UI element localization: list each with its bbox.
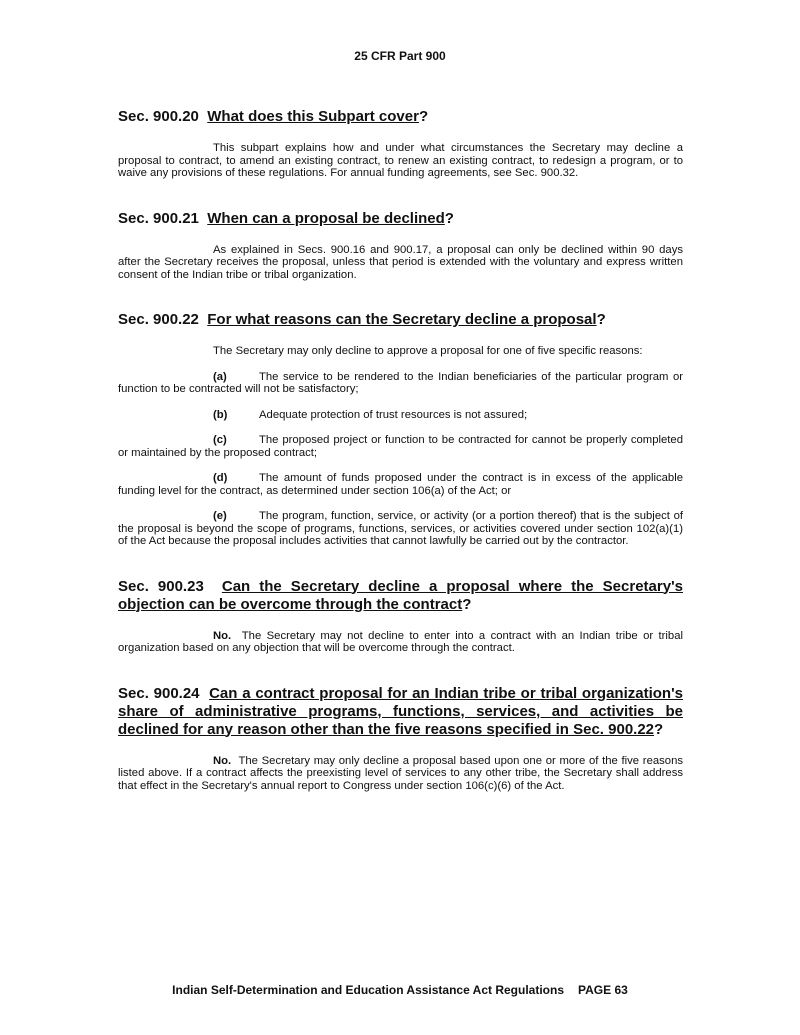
section-paragraph — [118, 630, 683, 655]
section-title-punct: ? — [418, 108, 429, 125]
section-900-24 — [118, 685, 683, 793]
item-text: The amount of funds proposed under the contract is in excess of the applicable funding level for the contract, as determined under section 106(a) of the Act; or — [118, 472, 683, 497]
section-title: Can the Secretary decline a proposal where the Secretary's objection can be overcome through the contract — [118, 577, 683, 613]
list-item-c — [118, 434, 683, 459]
item-letter: (e) — [213, 510, 227, 522]
list-item-d — [118, 472, 683, 497]
section-number: Sec. 900.20 — [118, 108, 199, 125]
section-heading — [118, 311, 683, 329]
section-title-punct: ? — [596, 311, 606, 328]
list-item-b — [118, 409, 683, 422]
item-letter: (d) — [213, 472, 228, 484]
item-letter: (c) — [213, 434, 227, 446]
section-paragraph — [118, 755, 683, 793]
section-number: Sec. 900.22 — [118, 311, 199, 328]
section-number: Sec. 900.21 — [118, 209, 199, 227]
item-text: Adequate protection of trust resources is not assured; — [259, 408, 528, 421]
running-header: 25 CFR Part 900 — [354, 49, 446, 63]
section-title: When can a proposal be declined — [207, 209, 445, 227]
page-number: PAGE 63 — [578, 983, 628, 997]
section-number: Sec. 900.24 — [118, 684, 200, 702]
section-900-22 — [118, 311, 683, 548]
item-letter: (b) — [213, 408, 228, 421]
section-number: Sec. 900.23 — [118, 577, 204, 595]
answer-text: The Secretary may not decline to enter into a contract with an Indian tribe or tribal organization based on any objection that will be overcome through the contract. — [118, 629, 684, 654]
section-900-20 — [118, 108, 683, 180]
footer-title: Indian Self-Determination and Education Assistance Act Regulations — [172, 983, 565, 997]
section-900-21 — [118, 210, 683, 282]
item-text: The proposed project or function to be contracted for cannot be properly completed or maintained by the proposed contract; — [118, 434, 683, 459]
list-item-a — [118, 371, 683, 396]
item-text: The program, function, service, or activity (or a portion thereof) that is the subject of the proposal is beyond the scope of programs, functions, services, or activities covered under section 102(a)(1) of the Act because the proposal includes activities that cannot lawfully be carried out by the contractor. — [118, 510, 683, 547]
section-title: What does this Subpart cover — [207, 108, 419, 125]
section-title-punct: ? — [444, 209, 454, 227]
list-item-e — [118, 510, 683, 548]
section-title-punct: ? — [462, 595, 472, 613]
answer-lead: No. — [213, 629, 232, 642]
section-heading — [118, 108, 683, 126]
section-heading — [118, 210, 683, 228]
section-title: For what reasons can the Secretary decline a proposal — [207, 311, 597, 328]
section-title: Can a contract proposal for an Indian tribe or tribal organization's share of administrative programs, functions, services, and activities be declined for any reason other than the five reasons specified in Sec. 900.22 — [118, 684, 683, 738]
section-paragraph: The Secretary may only decline to approve a proposal for one of five specific reasons: — [213, 345, 643, 357]
running-footer — [0, 983, 800, 997]
section-paragraph: This subpart explains how and under what circumstances the Secretary may decline a proposal to contract, to amend an existing contract, to renew an existing contract, to redesign a program, or to waive any provisions of these regulations. For annual funding agreements, see Sec. 900.32. — [118, 142, 683, 179]
section-900-23 — [118, 578, 683, 655]
section-title-punct: ? — [654, 720, 664, 738]
section-paragraph: As explained in Secs. 900.16 and 900.17, a proposal can only be declined within 90 days after the Secretary receives the proposal, unless that period is extended with the voluntary and express written consent of the Indian tribe or tribal organization. — [118, 243, 683, 281]
section-heading — [118, 578, 683, 614]
item-letter: (a) — [213, 370, 227, 383]
answer-text: The Secretary may only decline a proposal based upon one or more of the five reasons listed above. If a contract affects the preexisting level of services to any other tribe, the Secretary shall address that effect in the Secretary's annual report to Congress under section 106(c)(6) of the Act. — [118, 754, 684, 792]
answer-lead: No. — [213, 754, 232, 767]
item-text: The service to be rendered to the Indian beneficiaries of the particular program or function to be contracted will not be satisfactory; — [118, 370, 683, 395]
page-content — [118, 108, 683, 792]
section-heading — [118, 685, 683, 739]
